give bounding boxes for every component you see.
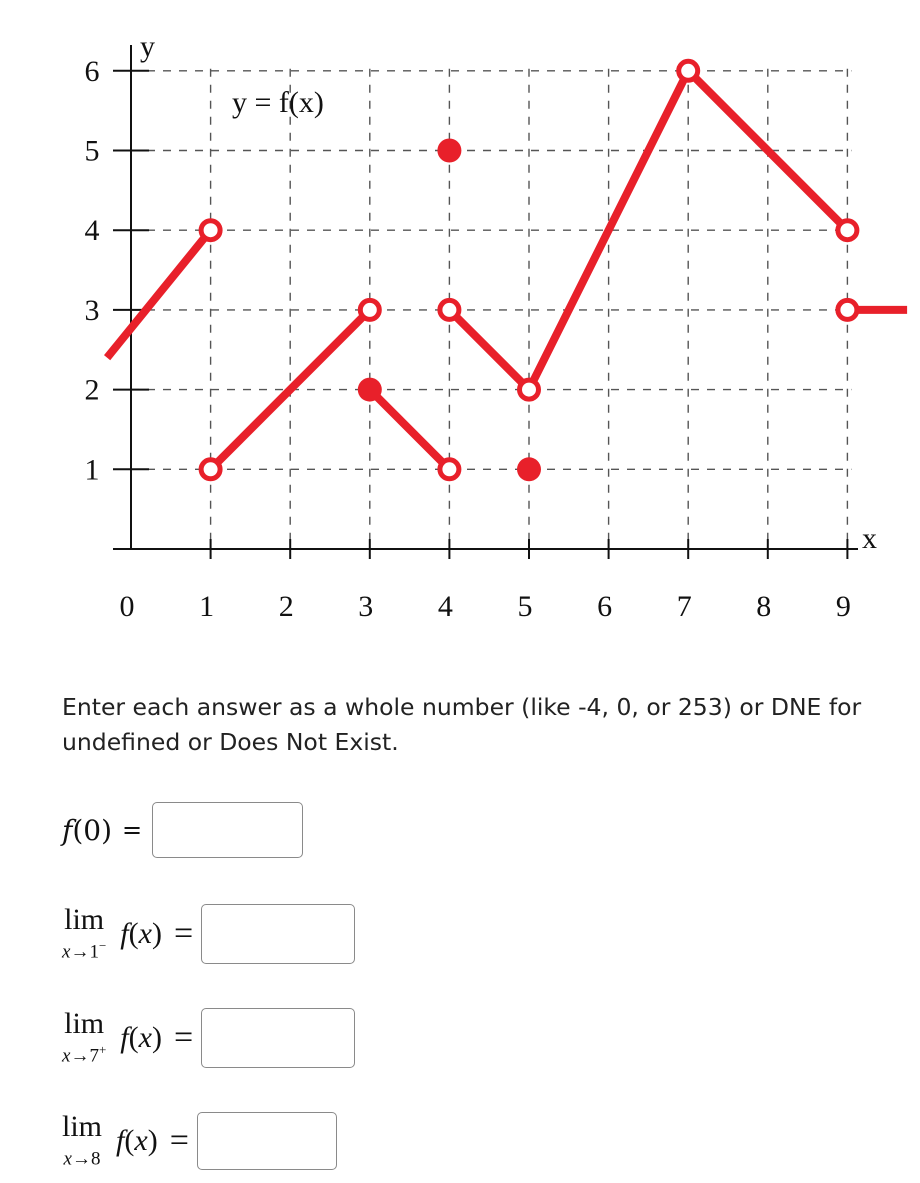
grid-lines: [131, 69, 851, 549]
expr-variable: x: [138, 1021, 152, 1054]
closed-point: [358, 378, 382, 402]
limit-operator: [62, 1006, 107, 1067]
instructions-text: Enter each answer as a whole number (like -4, 0, or 253) or DNE for undefined or Does Not Exist.: [62, 693, 862, 756]
x-tick-label: 0: [119, 590, 135, 623]
limit-variable: x: [63, 1148, 72, 1170]
question-limit-8: [62, 1112, 337, 1170]
answer-input-limit-7-right[interactable]: [201, 1008, 355, 1068]
f0-equals: =: [122, 816, 143, 844]
open-point: [440, 460, 459, 479]
x-tick-label: 1: [199, 590, 215, 623]
lim-word: lim: [64, 902, 105, 936]
limit-side: +: [98, 1041, 107, 1057]
axes: [113, 45, 858, 549]
y-tick-label: 1: [84, 453, 100, 487]
question-f-of-0: [62, 802, 303, 858]
y-axis-label: y: [140, 30, 155, 63]
expr-function: f: [120, 917, 129, 950]
x-tick-label: 7: [676, 590, 692, 623]
open-point: [201, 221, 220, 240]
x-tick-label: 9: [835, 590, 851, 623]
limit-expression: [116, 1124, 158, 1158]
limit-arrow: →: [71, 1148, 91, 1170]
x-tick-label: 2: [278, 590, 294, 623]
limit-operator: [62, 902, 107, 963]
limit-equals: =: [173, 915, 194, 952]
expr-close-paren: ): [151, 1021, 162, 1054]
f0-argument: (0): [72, 813, 113, 847]
limit-variable: x: [62, 941, 71, 963]
f0-expression: [62, 814, 112, 847]
function-series: [107, 71, 907, 470]
expr-open-paren: (: [128, 1021, 139, 1054]
y-tick-label: 3: [84, 293, 100, 327]
limit-arrow: →: [70, 941, 90, 963]
limit-equals: =: [169, 1122, 189, 1160]
expr-open-paren: (: [124, 1124, 135, 1158]
open-point: [679, 61, 698, 80]
open-point: [360, 300, 379, 319]
f0-function-name: f: [62, 813, 73, 847]
x-axis-label: x: [862, 522, 877, 555]
expr-close-paren: ): [151, 917, 162, 950]
limit-target: 8: [90, 1148, 101, 1170]
expr-open-paren: (: [128, 917, 139, 950]
open-point: [520, 380, 539, 399]
limit-equals: =: [173, 1019, 194, 1056]
limit-subscript: [62, 935, 106, 963]
y-tick-label: 5: [84, 134, 100, 168]
limit-arrow: →: [70, 1045, 90, 1067]
expr-variable: x: [134, 1124, 148, 1158]
open-point: [838, 300, 857, 319]
limit-subscript: [64, 1142, 101, 1170]
limit-operator: [62, 1112, 102, 1170]
open-point: [440, 300, 459, 319]
lim-word: lim: [62, 1110, 103, 1143]
question-limit-7-right: [62, 1008, 355, 1068]
x-tick-label: 4: [437, 590, 453, 623]
x-tick-label: 6: [597, 590, 613, 623]
y-tick-label: 4: [84, 214, 100, 248]
limit-subscript: [62, 1039, 106, 1067]
expr-close-paren: ): [147, 1124, 158, 1158]
y-tick-label: 2: [84, 373, 100, 407]
limit-expression: [120, 917, 162, 951]
expr-variable: x: [138, 917, 152, 950]
open-point: [838, 221, 857, 240]
limit-side: −: [98, 937, 107, 953]
x-tick-label: 5: [517, 590, 533, 623]
x-tick-label: 3: [358, 590, 374, 623]
limit-variable: x: [62, 1045, 71, 1067]
series-segment: [370, 390, 450, 470]
limit-expression: [120, 1021, 162, 1055]
limit-target: 1: [89, 941, 99, 963]
x-tick-label: 8: [756, 590, 772, 623]
closed-point: [517, 457, 541, 481]
series-segment: [107, 230, 211, 358]
axis-labels: [140, 30, 877, 555]
open-point: [201, 460, 220, 479]
question-limit-1-left: [62, 904, 355, 964]
expr-function: f: [116, 1124, 125, 1158]
chart-title: y = f(x): [232, 86, 324, 119]
y-tick-label: 6: [84, 54, 100, 88]
answer-input-limit-1-left[interactable]: [201, 904, 355, 964]
expr-function: f: [120, 1021, 129, 1054]
lim-word: lim: [64, 1006, 105, 1040]
answer-input-f0[interactable]: [152, 802, 303, 858]
axis-ticks: [85, 55, 851, 623]
limit-target: 7: [89, 1045, 99, 1067]
closed-point: [437, 139, 461, 163]
answer-input-limit-8[interactable]: [197, 1112, 337, 1170]
